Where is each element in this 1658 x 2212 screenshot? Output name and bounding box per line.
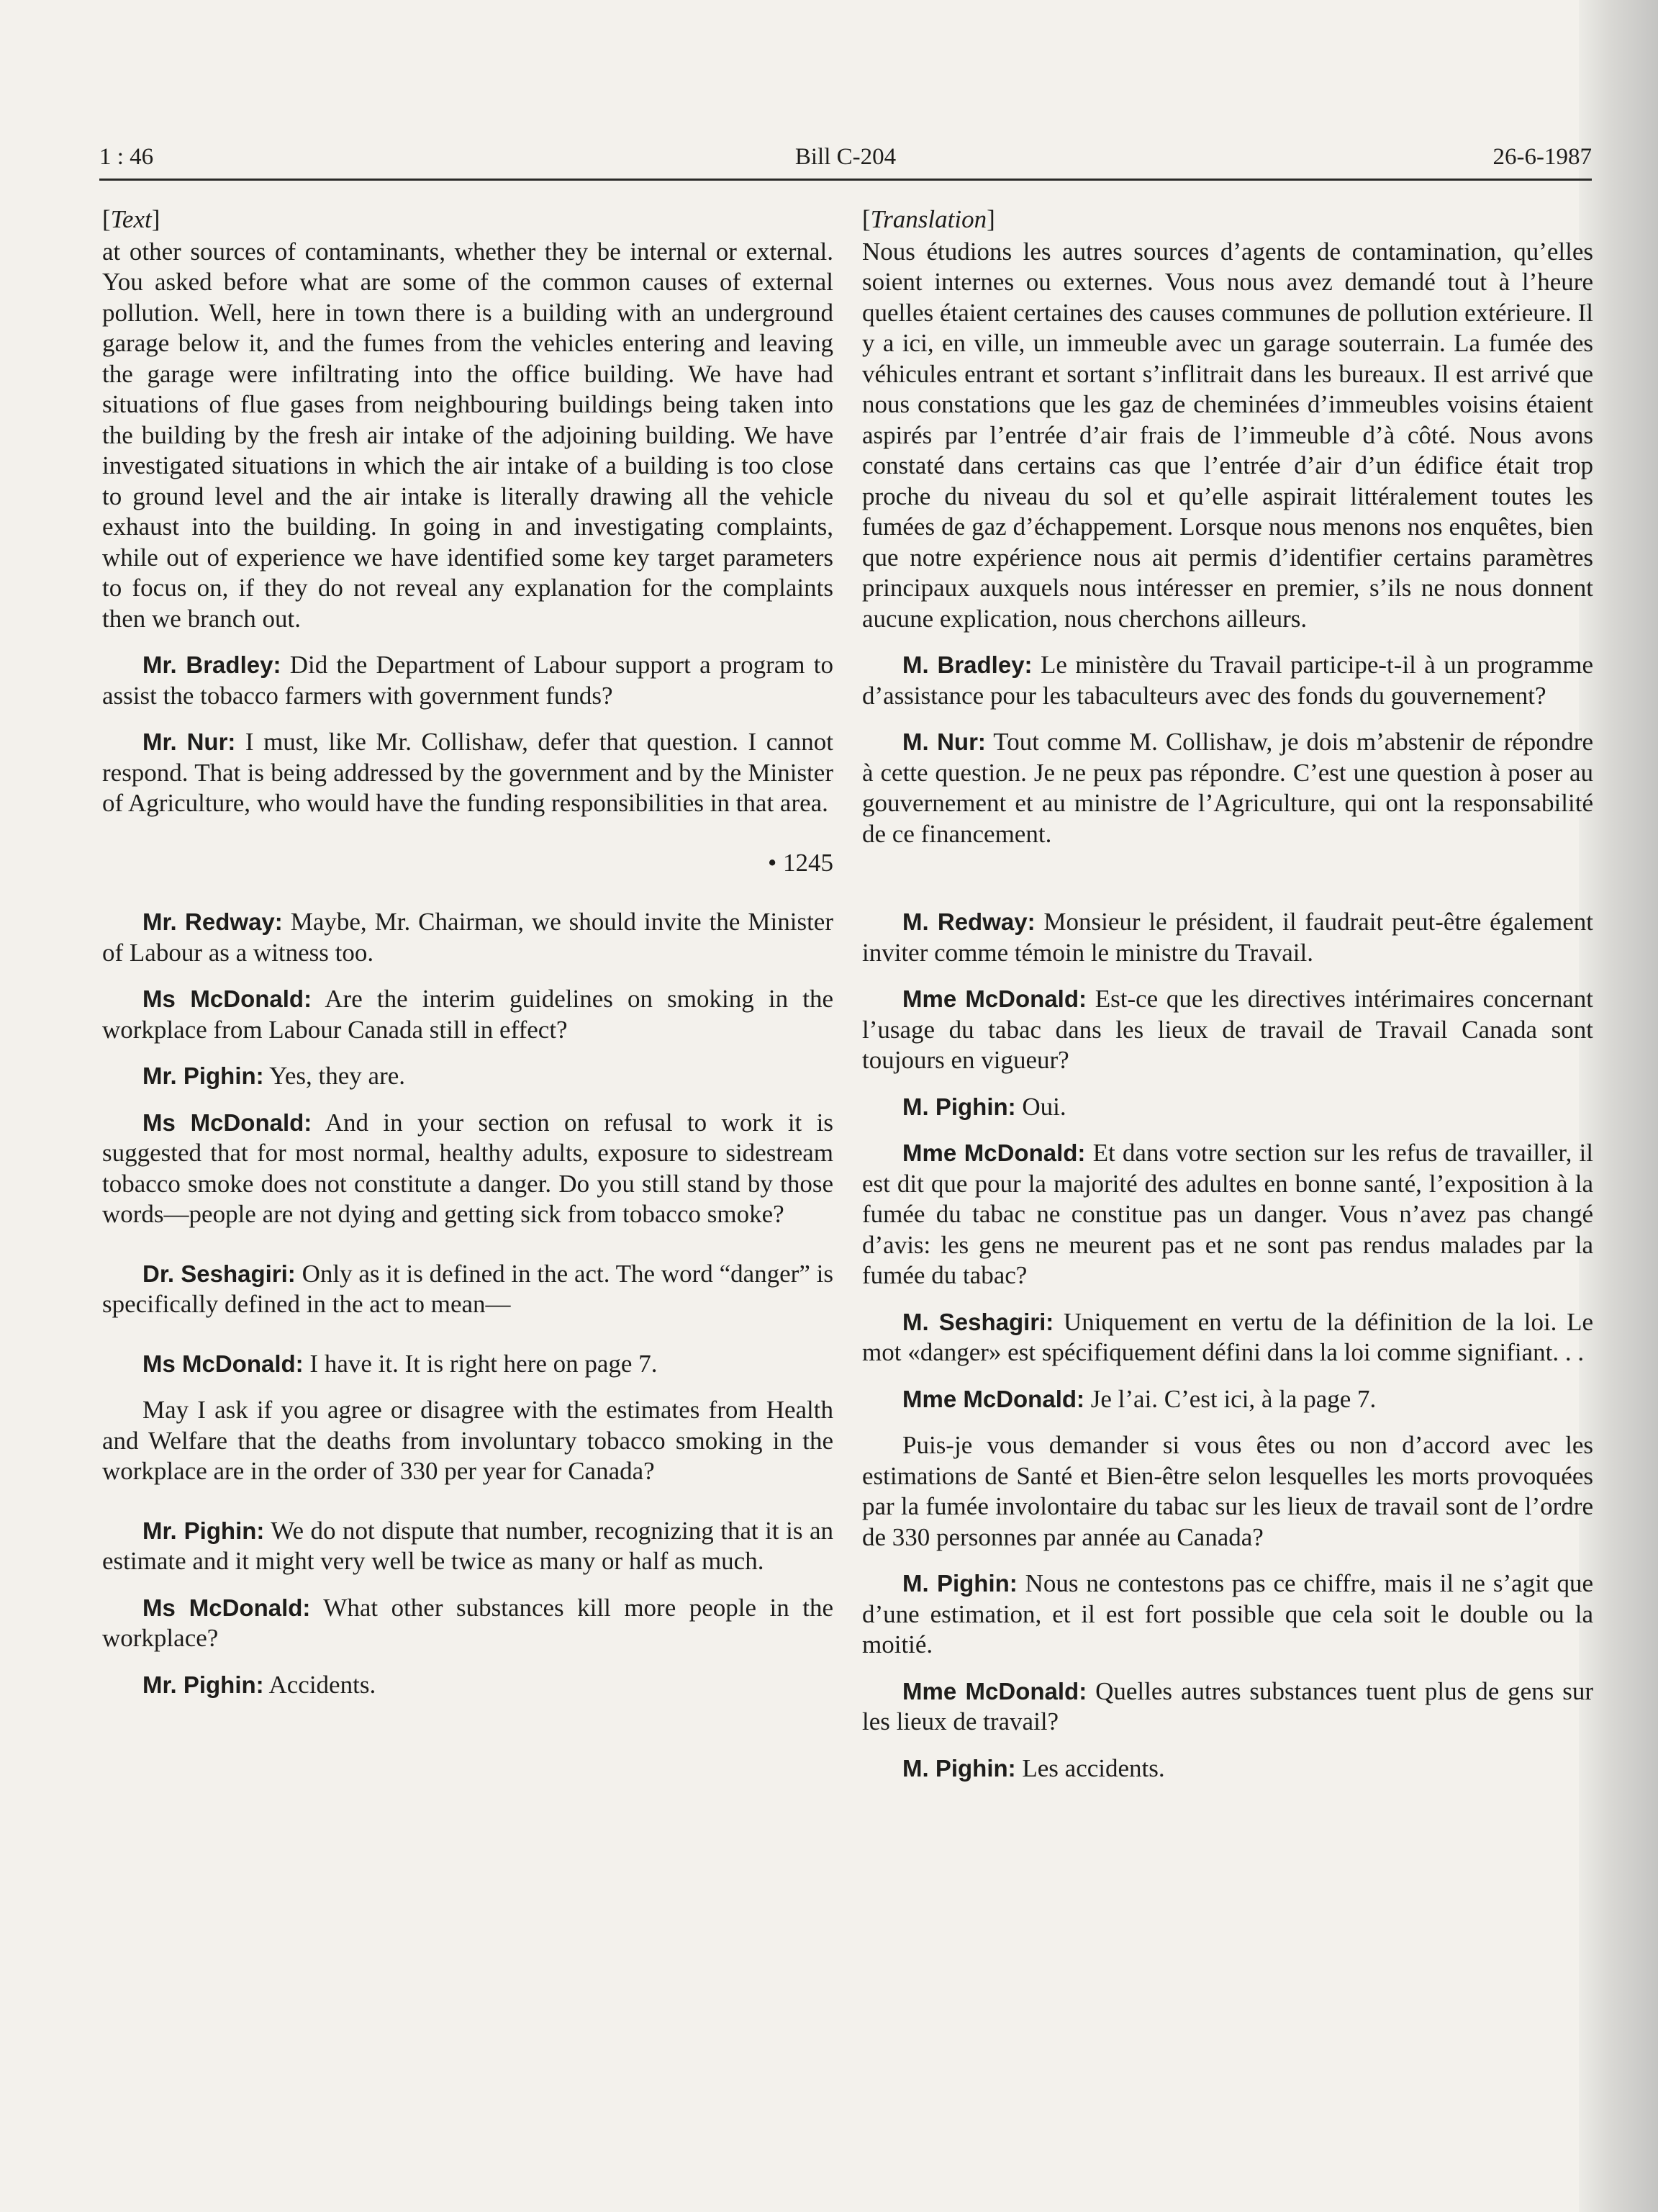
speaker-name: Mme McDonald: xyxy=(902,1385,1085,1412)
column-label-text: [Text] xyxy=(102,205,160,233)
speaker-name: Ms McDonald: xyxy=(142,1350,304,1377)
speaker-name: Ms McDonald: xyxy=(142,1594,311,1621)
speech-entry: Mr. Nur: I must, like Mr. Collishaw, defer that question. I cannot respond. That is being addressed by the government and by the Minister of Agriculture, who would have the funding responsibilities in that area. xyxy=(102,728,833,817)
speech-entry: Mr. Pighin: Yes, they are. xyxy=(142,1062,406,1090)
speech-entry: Mr. Pighin: Accidents. xyxy=(142,1670,376,1699)
intro-paragraph: Nous étudions les autres sources d’agents de contamination, qu’elles soient internes ou externes. Vous nous avez demandé tout à l’heure quelles étaient certaines des causes communes de pollution extérieure. Il y a ici, en ville, un immeuble avec un garage souterrain. La fumée des véhicules entrant et sortant s’inflitrait dans les bureaux. Il est arrivé que nous constations que les gaz de cheminées d’immeubles voisins étaient aspirés par l’entrée d’air frais de l’immeuble d’à côté. Nous avons constaté dans certains cas que l’entrée d’air d’un édifice était trop proche du niveau du sol et qu’elle aspirait littéralement toutes les fumées de gaz d’échappement. Lorsque nous menons nos enquêtes, bien que notre expérience nous ait permis d’identifier certains paramètres principaux auxquels nous intéresser en premier, s’ils ne nous donnent aucune explication, nous cherchons ailleurs. xyxy=(862,237,1593,633)
speech-entry: M. Bradley: Le ministère du Travail participe-t-il à un programme d’assistance pour les tabaculteurs avec des fonds du gouvernement? xyxy=(862,651,1594,710)
speech-entry: Ms McDonald: Are the interim guidelines on smoking in the workplace from Labour Canada still in effect? xyxy=(102,985,833,1044)
speech-entry: Puis-je vous demander si vous êtes ou non d’accord avec les estimations de Santé et Bien-être selon lesquelles les morts provoquées par la fumée involontaire du tabac sur les lieux de travail sont de l’ordre de 330 personnes par année au Canada? xyxy=(862,1431,1593,1551)
speech-entry: Dr. Seshagiri: Only as it is defined in the act. The word “danger” is specifically defined in the act to mean— xyxy=(102,1259,833,1318)
speaker-name: M. Seshagiri: xyxy=(902,1308,1054,1335)
speech-entry: M. Nur: Tout comme M. Collishaw, je dois m’abstenir de répondre à cette question. Je ne peux pas répondre. C’est une question à poser au gouvernement et au ministre de l’Agriculture, qui ont la responsabilité de ce financement. xyxy=(862,728,1593,848)
page-date: 26-6-1987 xyxy=(1492,144,1592,170)
speaker-name: Mr. Bradley: xyxy=(142,651,281,678)
speech-entry: May I ask if you agree or disagree with the estimates from Health and Welfare that the deaths from involuntary tobacco smoking in the workplace are in the order of 330 per year for Canada? xyxy=(102,1396,833,1485)
speech-entry: Ms McDonald: And in your section on refusal to work it is suggested that for most normal, healthy adults, exposure to sidestream tobacco smoke does not constitute a danger. Do you still stand by those words—people are not dying and getting sick from tobacco smoke? xyxy=(102,1108,833,1228)
speech-entry: M. Pighin: Nous ne contestons pas ce chiffre, mais il ne s’agit que d’une estimation, et il est fort possible que cela soit le double ou la moitié. xyxy=(862,1569,1594,1658)
speech-entry: M. Redway: Monsieur le président, il faudrait peut-être également inviter comme témoin le ministre du Travail. xyxy=(862,908,1593,967)
speaker-name: Mme McDonald: xyxy=(902,985,1087,1012)
speaker-name: Mr. Pighin: xyxy=(142,1062,264,1089)
french-column xyxy=(862,204,1593,1784)
speaker-name: Mr. Redway: xyxy=(142,908,283,935)
speech-entry: Mme McDonald: Est-ce que les directives intérimaires concernant l’usage du tabac dans les lieux de travail de Travail Canada sont toujours en vigueur? xyxy=(862,985,1593,1074)
speaker-name: Mme McDonald: xyxy=(902,1139,1086,1166)
english-column xyxy=(102,204,833,1700)
speech-entry: Mr. Pighin: We do not dispute that number, recognizing that it is an estimate and it might very well be twice as many or half as much. xyxy=(102,1516,833,1575)
speaker-name: Ms McDonald: xyxy=(142,1109,312,1136)
page-header xyxy=(99,144,1592,179)
speaker-name: Dr. Seshagiri: xyxy=(142,1260,296,1287)
speech-entry: Mme McDonald: Quelles autres substances tuent plus de gens sur les lieux de travail? xyxy=(862,1676,1594,1735)
speech-entry: Ms McDonald: I have it. It is right here on page 7. xyxy=(142,1349,658,1378)
speech-entry: M. Pighin: Les accidents. xyxy=(902,1753,1165,1782)
speaker-name: Mr. Pighin: xyxy=(142,1517,265,1544)
speaker-name: Mr. Pighin: xyxy=(142,1671,264,1698)
speech-entry: Mr. Redway: Maybe, Mr. Chairman, we should invite the Minister of Labour as a witness too. xyxy=(102,908,833,967)
speaker-name: M. Pighin: xyxy=(902,1093,1016,1120)
speaker-name: M. Pighin: xyxy=(902,1570,1018,1597)
page-number: 1 : 46 xyxy=(99,144,154,170)
speaker-name: M. Pighin: xyxy=(902,1754,1016,1782)
speech-entry: M. Pighin: Oui. xyxy=(902,1092,1066,1121)
column-label-translation: [Translation] xyxy=(862,205,995,233)
page-title: Bill C-204 xyxy=(794,144,897,170)
header-rule xyxy=(99,179,1592,181)
speech-entry: Mme McDonald: Je l’ai. C’est ici, à la page 7. xyxy=(902,1384,1377,1413)
speaker-name: Mme McDonald: xyxy=(902,1677,1087,1705)
speaker-name: Mr. Nur: xyxy=(142,728,236,755)
speech-entry: M. Seshagiri: Uniquement en vertu de la définition de la loi. Le mot «danger» est spécifiquement défini dans la loi comme signifiant. . . xyxy=(862,1307,1593,1366)
time-marker: • 1245 xyxy=(767,848,833,877)
speaker-name: M. Nur: xyxy=(902,728,986,755)
speaker-name: Ms McDonald: xyxy=(142,985,312,1012)
speech-entry: Ms McDonald: What other substances kill more people in the workplace? xyxy=(102,1593,833,1652)
speaker-name: M. Redway: xyxy=(902,908,1036,935)
speech-entry: Mr. Bradley: Did the Department of Labour support a program to assist the tobacco farmers with government funds? xyxy=(102,651,833,710)
speaker-name: M. Bradley: xyxy=(902,651,1033,678)
intro-paragraph: at other sources of contaminants, whether they be internal or external. You asked before what are some of the common causes of external pollution. Well, here in town there is a building with an underground garage below it, and the fumes from the vehicles entering and leaving the garage were infiltrating into the office building. We have had situations of flue gases from neighbouring buildings being taken into the building by the fresh air intake of the adjoining building. We have investigated situations in which the air intake of a building is too close to ground level and the air intake is literally drawing all the vehicle exhaust into the building. In going in and investigating complaints, while out of experience we have identified some key target parameters to focus on, if they do not reveal any explanation for the complaints then we branch out. xyxy=(102,237,833,633)
speech-entry: Mme McDonald: Et dans votre section sur les refus de travailler, il est dit que pour la majorité des adultes en bonne santé, l’exposition à la fumée du tabac ne constitue pas un danger. Vous n’avez pas changé d’avis: les gens ne meurent pas et ne sont pas rendus malades par la fumée du tabac? xyxy=(862,1139,1594,1289)
